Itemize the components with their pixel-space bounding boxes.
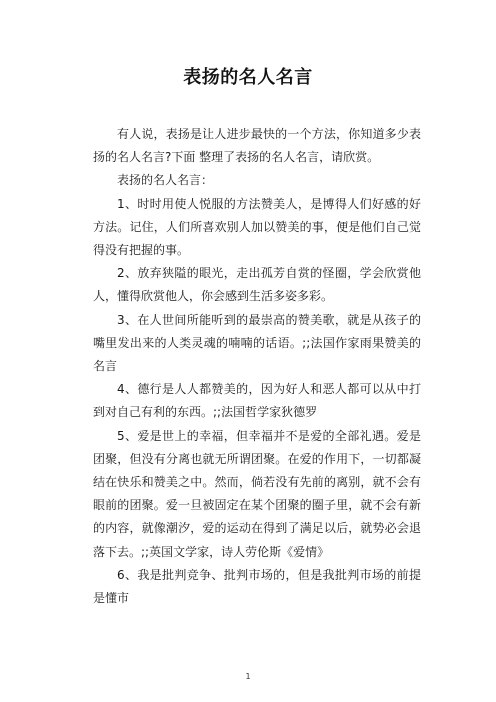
quote-item-4: 4、德行是人人都赞美的，因为好人和恶人都可以从中打到对自己有利的东西。;;法国哲学家狄德罗 [93,382,421,420]
quote-item-2: 2、放弃狭隘的眼光，走出孤芳自赏的怪圈，学会欣赏他人，懂得欣赏他人，你会感到生活多姿多彩。 [93,266,421,304]
document-title: 表扬的名人名言 [183,67,313,88]
quote-item-1: 1、时时用使人悦服的方法赞美人，是博得人们好感的好方法。记住，人们所喜欢别人加以赞美的事，便是他们自己觉得没有把握的事。 [93,196,421,258]
paragraph-heading: 表扬的名人名言： [117,173,214,188]
quote-item-6: 6、我是批判竞争、批判市场的，但是我批判市场的前提是懂市 [93,567,421,606]
paragraph-intro: 有人说，表扬是让人进步最快的一个方法，你知道多少表扬的名人名言?下面 整理了表扬的名人名言，请欣赏。 [93,127,421,165]
quote-item-3: 3、在人世间所能听到的最崇高的赞美歌，就是从孩子的嘴里发出来的人类灵魂的喃喃的话语。;;法国作家雨果赞美的名言 [93,312,421,374]
document-body [93,123,421,610]
page-number: 1 [245,672,251,681]
quote-item-5: 5、爱是世上的幸福，但幸福并不是爱的全部礼遇。爱是团聚，但没有分离也就无所谓团聚。在爱的作用下，一切都凝结在快乐和赞美之中。然而，倘若没有先前的离别，就不会有眼前的团聚。爱一旦被固定在某个团聚的圈子里，就不会有新的内容，就像潮汐，爱的运动在得到了满足以后，就势必会退落下去。;;英国文学家，诗人劳伦斯《爱情》 [93,428,421,559]
